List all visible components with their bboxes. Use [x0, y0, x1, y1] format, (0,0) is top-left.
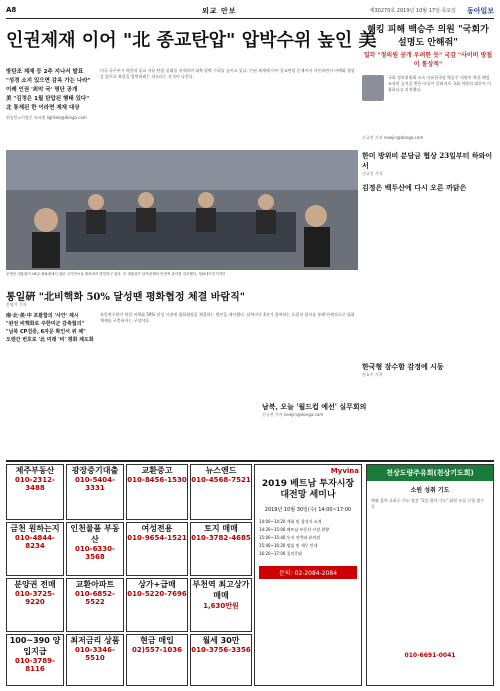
ad-title: 교환아파트: [75, 580, 115, 589]
side-story-4-byline: 손효주 기자: [362, 372, 383, 377]
main-subheads: [6, 68, 96, 122]
ad-phone: 010-9654-1521: [127, 534, 187, 542]
sidebar-body: 국회 정보위원회 소속 자유한국당 백승주 의원이 북한 해킹 조직의 공격을 받은 사실이 알려지자 국회 차원의 대응이 미흡하다고 지적했다.: [388, 75, 491, 92]
issue-info: 제30270호 2019년 10월 17일 목요일: [369, 8, 456, 14]
ad-phone: 010-4844-8234: [15, 534, 55, 550]
page-header: [6, 6, 494, 19]
seminar-row: 14:20~15:00 베트남 부동산 시장 현황: [259, 527, 330, 532]
subhead: 방탄조 제재 등 2주 지나서 발표: [6, 69, 84, 75]
seminar-title: 2019 베트남 투자시장 대전망 세미나: [261, 479, 355, 500]
ad-title: 여성전용: [141, 524, 173, 533]
sidebar-headline: 해킹 피해 백승주 의원 "국회가 설명도 안해줘": [367, 25, 489, 48]
seminar-row: 16:20~17:00 질의응답: [259, 551, 303, 556]
ad-title: 월세 30만: [202, 636, 240, 645]
seminar-row: 14:00~14:20 개회 및 참석자 소개: [259, 519, 322, 524]
ad-a13: [6, 634, 64, 686]
ad-title: 토지 매매: [204, 524, 238, 533]
ad-a2: [66, 464, 124, 520]
ad-phone: 010-3725-9220: [15, 590, 55, 606]
ad-phone: 010-4568-7521: [191, 476, 251, 484]
ad-a3: [126, 464, 188, 520]
ad-phone: 010-8456-1530: [127, 476, 187, 484]
ad-a10: [66, 578, 124, 632]
seminar-row: 15:40~16:20 법률 및 세무 안내: [259, 543, 318, 548]
side-story-1-headline: 한미 방위비 분담금 협상 23일부터 하와이서: [362, 151, 493, 170]
ad-phone: 010-3346-5510: [75, 646, 115, 662]
ad-title: 부천역 최고상가매매: [192, 580, 250, 600]
temple-ad-title: 천상도량주유회(천상기도회): [367, 465, 493, 481]
ad-a7: [126, 522, 188, 576]
ad-phone: 010-3782-4685: [191, 534, 251, 542]
ad-a8: [190, 522, 252, 576]
ad-a1: [6, 464, 64, 520]
ad-title: 광장중기대출: [71, 466, 119, 475]
temple-ad-body: 매월 음력 초하루 기도 정진 "1일 철야 기도" 회원 모집 신청 접수 중: [371, 498, 484, 509]
temple-ad: [366, 464, 494, 686]
ad-a4: [190, 464, 252, 520]
subhead: 오랜간 번호로 '北 미래 '비' 평화 제도화: [6, 337, 94, 343]
seminar-date: 2019년 10월 30일(수) 14:00~17:00: [264, 507, 352, 513]
ad-phone: 010-3789-8116: [15, 657, 55, 673]
subhead: 美 "김정은 1월 탄압된 행태 있다" 北 통제된 한 이라면 제재 대상: [6, 96, 90, 111]
second-headline: 통일硏 "北비핵화 50% 달성땐 평화협정 체결 바람직": [6, 292, 245, 303]
ad-a5: [6, 522, 64, 576]
ad-title: 100~390 양입지급: [9, 636, 61, 656]
ad-title: 상가+급매: [138, 580, 176, 589]
ad-phone: 010-6852-5522: [75, 590, 115, 606]
ad-title: 최저금리 상품: [70, 636, 120, 645]
photo-caption: 문재인 대통령이 16일 청와대에서 열린 국가안보실 회의에서 발언하고 있다. 문 대통령은 남북관계의 안정적 관리를 강조했다. 청와대사진기자단: [6, 272, 226, 276]
side-story-4-headline: 한국형 잠수함 감정에 시동: [362, 362, 444, 371]
sidebar-subtitle: 일각 "정의원 공개 우려한 듯" 국감 "사이버 방첩이 통상적": [363, 52, 493, 68]
ad-a14: [66, 634, 124, 686]
seminar-ad: [254, 464, 362, 686]
ad-phone: 010-6330-3568: [75, 545, 115, 561]
ad-a9: [6, 578, 64, 632]
subhead: "완전 비핵화로 주한미군 감축협의": [6, 321, 85, 327]
ad-phone: 1,630만원: [203, 602, 239, 610]
main-body-text: 미국 국무부가 북한의 종교 자유 탄압 실태를 지적하며 대북 압박 수위를 높이고 있다. 인권 제재에 이어 종교탄압 문제까지 거론하면서 비핵화 협상을 앞두고 북한을 압박하려는 의도라는 분석이 나온다.: [100, 68, 355, 79]
ad-phone: 010-5220-7696: [127, 590, 187, 598]
temple-ad-subtitle: 소원 성취 기도: [410, 487, 450, 494]
subhead: "남북 CP검증, 6자문 확인서 위 체": [6, 329, 86, 335]
ad-phone: 02)557-1036: [132, 646, 182, 654]
seminar-row: 15:00~15:40 투자 전략과 유의점: [259, 535, 321, 540]
ad-title: 교환중고: [141, 466, 173, 475]
subhead: 南·北·美·中 포괄합의 '사안' 제시: [6, 313, 79, 319]
ad-a11: [126, 578, 188, 632]
ad-a16: [190, 634, 252, 686]
page-number: A8: [6, 6, 17, 14]
news-photo: [6, 150, 358, 270]
side-story-3-byline: 신규진 기자 newjin@donga.com: [262, 412, 324, 417]
sidebar-byline: 신규진 기자 newjin@donga.com: [362, 135, 424, 140]
second-body-text: 통일연구원이 북한 비핵화 50% 달성 시점에 평화협정을 체결하는 방안을 제시했다. 남북미중 4자가 참여하는 포괄적 합의를 통해 단계적으로 평화체제를 구축하자는 구상이다.: [100, 312, 355, 323]
ad-phone: 010-3756-3356: [191, 646, 251, 654]
seminar-logo: Myvina: [330, 467, 359, 475]
ad-a6: [66, 522, 124, 576]
newspaper-logo: 동아일보: [466, 6, 494, 15]
temple-ad-phone: 010-6691-0041: [404, 652, 456, 659]
portrait-photo: [362, 75, 384, 101]
ad-a15: [126, 634, 188, 686]
classified-ads: [6, 460, 494, 688]
ad-phone: 010-5404-3331: [75, 476, 115, 492]
ad-title: 현금 매입: [140, 636, 174, 645]
ad-title: 인천물품 부동산: [70, 524, 120, 544]
side-story-1-byline: 신규진 기자: [362, 171, 383, 176]
second-subheads: [6, 312, 96, 344]
ad-title: 금천 원하는지: [10, 524, 60, 533]
sidebar-story: [362, 22, 494, 282]
ad-title: 분양권 전매: [14, 580, 56, 589]
second-byline: 문병기 기자: [6, 302, 27, 307]
ad-title: 뉴스앤드: [205, 466, 237, 475]
ad-phone: 010-2312-3488: [15, 476, 55, 492]
subhead: "성경 소지 있으면 감옥 가는 나라" 이례 인권 '최악 국' 명단 공개: [6, 78, 91, 93]
ad-title: 제주부동산: [15, 466, 55, 475]
section-name: 외교 안보: [202, 7, 237, 15]
seminar-phone: 문의: 02-2084-2084: [259, 566, 357, 579]
main-headline: 인권제재 이어 "北 종교탄압" 압박수위 높인 美: [6, 30, 377, 51]
side-story-3-headline: 남북, 오늘 '월드컵 예선' 실무회의: [262, 402, 367, 411]
side-story-2-headline: 김정은 백두산에 다시 오른 까닭은: [362, 183, 467, 192]
ad-a12: [190, 578, 252, 632]
byline: 워싱턴=이정은 특파원 lightee@donga.com: [6, 115, 87, 120]
